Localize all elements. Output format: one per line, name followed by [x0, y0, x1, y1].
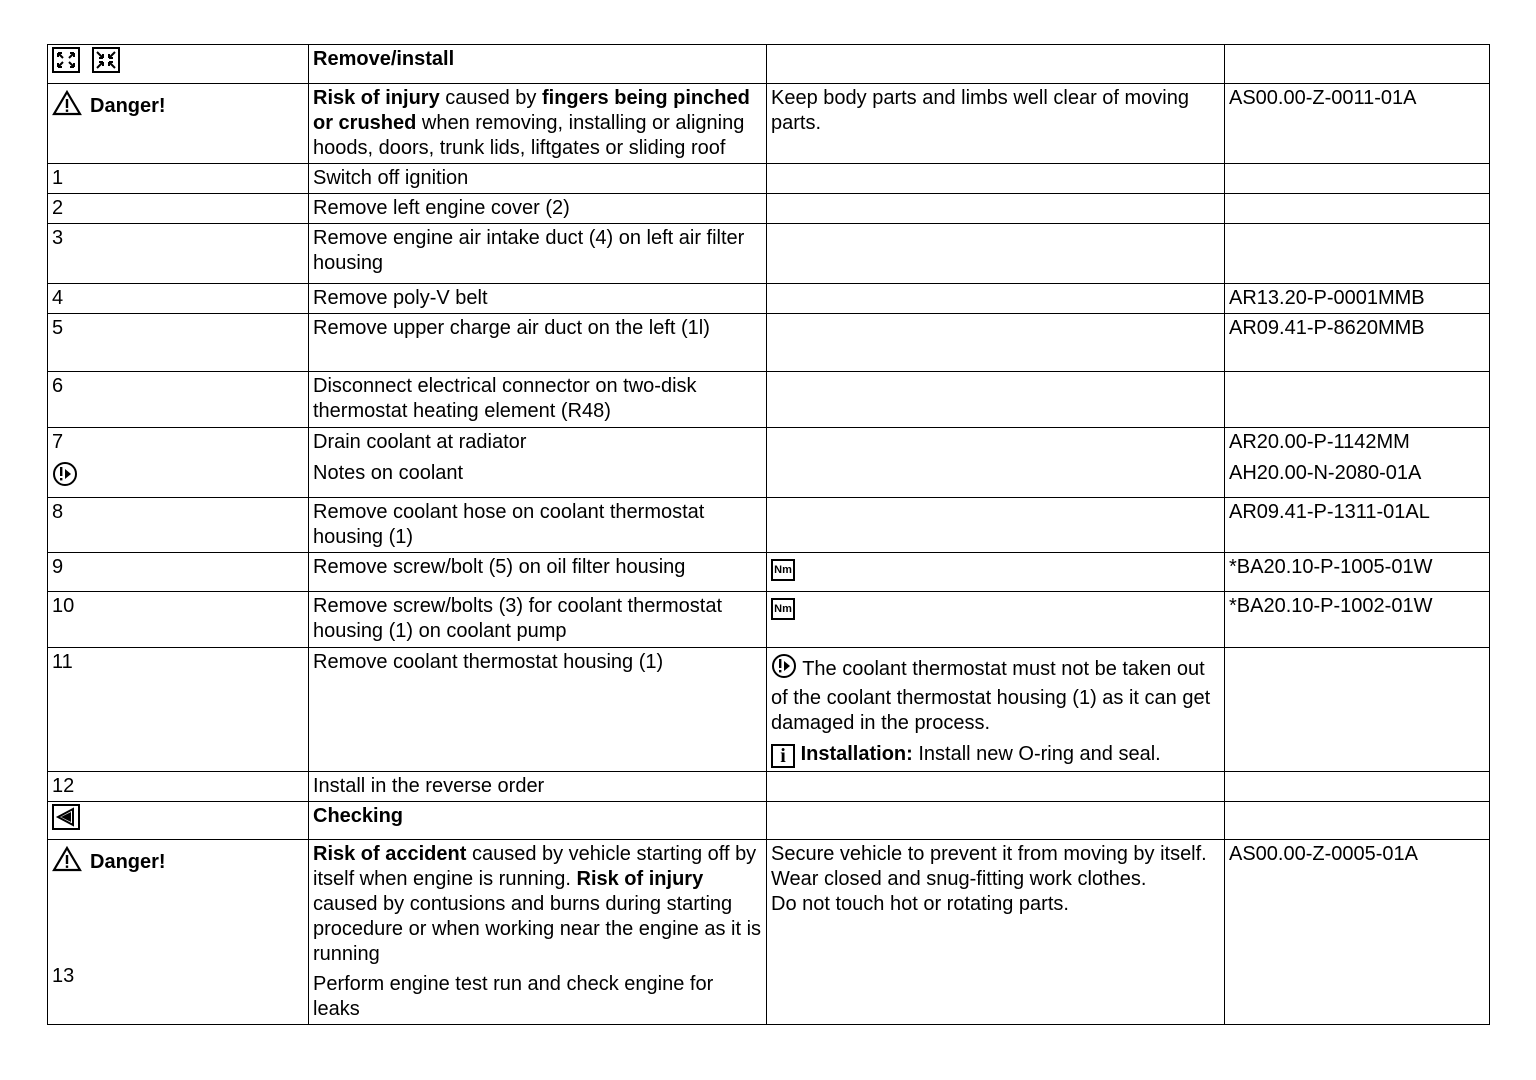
table-row: Danger! 13 Risk of accident caused by vehicle starting off by itself when engine is running. Risk of injury caused by contusions and burns during starting procedure or when working near the engine as it is running Perform engine test run and check engine for leaks Secure vehicle to prevent it from moving by itself. Wear closed and snug-fitting work clothes. Do not touch hot or rotating parts. AS00.00-Z-0005-01A — [48, 840, 1490, 1025]
table-row — [48, 802, 1490, 840]
notes-icon — [52, 461, 305, 494]
table-row — [48, 553, 1490, 592]
step-number: 1 — [52, 167, 64, 189]
step-text: Switch off ignition — [313, 167, 469, 189]
section-title: Remove/install — [313, 48, 455, 70]
reference-link[interactable]: AR09.41-P-1311-01AL — [1229, 501, 1430, 523]
danger-label: Danger! — [52, 90, 166, 123]
remove-icon — [52, 47, 80, 80]
safety-measure: Keep body parts and limbs well clear of moving parts. — [771, 87, 1189, 134]
step-text: Remove screw/bolts (3) for coolant thermostat housing (1) on coolant pump — [313, 595, 723, 642]
step-number: 8 — [52, 501, 64, 523]
step-number: 13 — [52, 965, 75, 987]
reference-link[interactable]: AS00.00-Z-0005-01A — [1229, 843, 1419, 865]
reference-link[interactable]: AR09.41-P-8620MMB — [1229, 317, 1425, 339]
reference-link[interactable]: AH20.00-N-2080-01A — [1229, 462, 1422, 484]
table-row — [48, 498, 1490, 553]
step-number: 3 — [52, 227, 64, 249]
step-text: Remove poly-V belt — [313, 287, 488, 309]
table-row — [48, 164, 1490, 194]
step-number: 4 — [52, 287, 64, 309]
safety-measure: Wear closed and snug-fitting work clothes. — [771, 868, 1147, 890]
step-text: Remove engine air intake duct (4) on left air filter housing — [313, 227, 745, 274]
reference-link[interactable]: AR13.20-P-0001MMB — [1229, 287, 1425, 309]
step-number: 9 — [52, 556, 64, 578]
step-text: Remove left engine cover (2) — [313, 197, 570, 219]
step-text: Disconnect electrical connector on two-disk thermostat heating element (R48) — [313, 375, 697, 422]
torque-icon[interactable]: Nm — [771, 598, 795, 620]
table-row — [48, 372, 1490, 428]
table-row — [48, 648, 1490, 772]
step-number: 5 — [52, 317, 64, 339]
notes-icon — [771, 653, 797, 686]
checking-icon — [52, 804, 80, 837]
table-row — [48, 224, 1490, 284]
step-text: Remove screw/bolt (5) on oil filter housing — [313, 556, 686, 578]
table-row — [48, 45, 1490, 84]
table-row — [48, 592, 1490, 648]
table-row — [48, 428, 1490, 498]
step-text: Remove coolant hose on coolant thermostat housing (1) — [313, 501, 705, 548]
reference-link[interactable]: *BA20.10-P-1002-01W — [1229, 595, 1433, 617]
warning-triangle-icon — [52, 90, 82, 123]
torque-icon[interactable]: Nm — [771, 559, 795, 581]
danger-label: Danger! — [52, 846, 166, 879]
step-number: 10 — [52, 595, 75, 617]
step-number: 2 — [52, 197, 64, 219]
step-text: Drain coolant at radiator — [313, 431, 527, 453]
table-row — [48, 772, 1490, 802]
note-link: Notes on coolant — [313, 462, 464, 484]
step-text: Install in the reverse order — [313, 775, 545, 797]
table-row — [48, 284, 1490, 314]
note-text: The coolant thermostat must not be taken out of the coolant thermostat housing (1) as it can get damaged in the process. — [771, 658, 1211, 734]
install-icon — [92, 47, 120, 80]
table-row: Danger! Risk of injury caused by fingers being pinched or crushed when removing, installing or aligning hoods, doors, trunk lids, liftgates or sliding roof Keep body parts and limbs well clear of moving parts. AS00.00-Z-0011-01A — [48, 84, 1490, 164]
installation-text: Install new O-ring and seal. — [912, 743, 1161, 765]
reference-link[interactable]: AS00.00-Z-0011-01A — [1229, 87, 1417, 109]
step-text: Perform engine test run and check engine for leaks — [313, 973, 714, 1020]
step-number: 11 — [52, 651, 73, 673]
step-number: 12 — [52, 775, 75, 797]
step-text: Remove coolant thermostat housing (1) — [313, 651, 664, 673]
section-title: Checking — [313, 805, 404, 827]
safety-measure: Secure vehicle to prevent it from moving by itself. — [771, 843, 1207, 865]
reference-link[interactable]: AR20.00-P-1142MM — [1229, 431, 1410, 453]
step-number: 6 — [52, 375, 64, 397]
step-text: Remove upper charge air duct on the left (1l) — [313, 317, 710, 339]
table-row — [48, 314, 1490, 372]
installation-label: Installation: — [800, 743, 913, 765]
table-row — [48, 194, 1490, 224]
warning-triangle-icon — [52, 846, 82, 879]
safety-measure: Do not touch hot or rotating parts. — [771, 893, 1069, 915]
procedure-table — [47, 44, 1490, 1025]
reference-link[interactable]: *BA20.10-P-1005-01W — [1229, 556, 1433, 578]
info-icon: i — [771, 744, 795, 768]
step-number: 7 — [52, 431, 64, 453]
